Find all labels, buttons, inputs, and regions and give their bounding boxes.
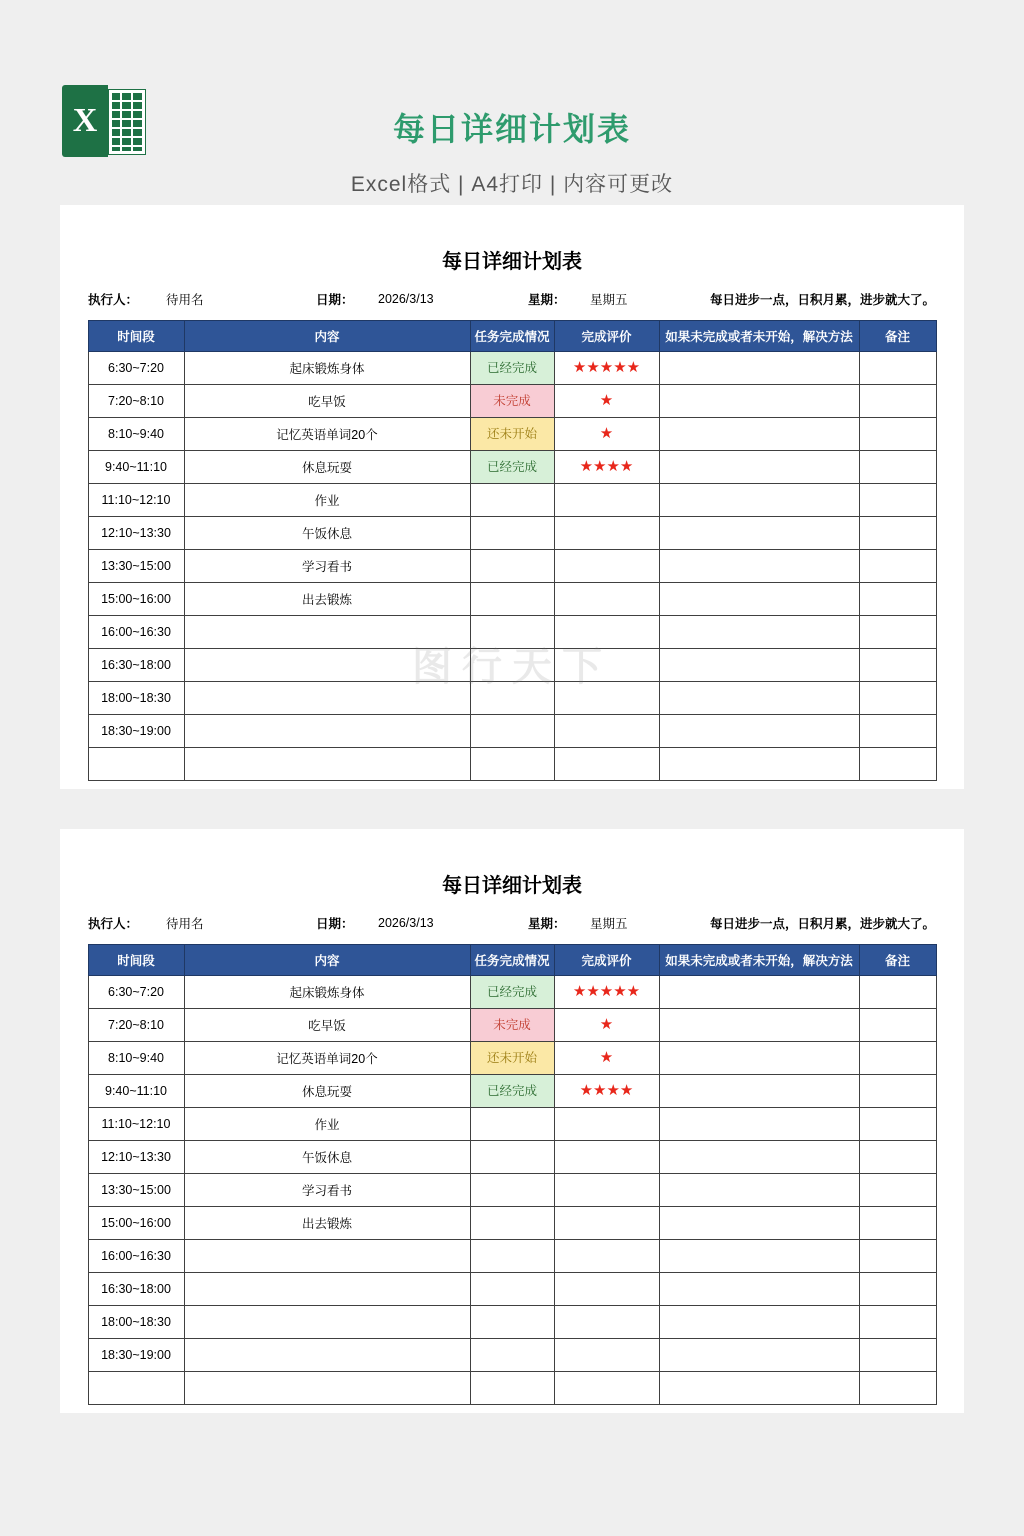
table-row[interactable] [88, 1042, 936, 1075]
table-row[interactable] [88, 649, 936, 682]
cell-rating[interactable] [554, 484, 659, 517]
cell-rating[interactable] [554, 649, 659, 682]
cell-content[interactable]: 起床锻炼身体 [184, 976, 470, 1009]
table-row[interactable] [88, 517, 936, 550]
excel-icon [62, 85, 144, 157]
cell-status[interactable] [470, 748, 554, 781]
cell-rating[interactable] [554, 715, 659, 748]
status-badge: 已经完成 [471, 352, 554, 384]
cell-remark[interactable] [859, 1273, 936, 1306]
cell-rating[interactable] [554, 1042, 659, 1075]
cell-solution[interactable] [659, 484, 859, 517]
table-row[interactable] [88, 418, 936, 451]
cell-solution[interactable] [659, 976, 859, 1009]
star-rating: ★★★★★ [572, 983, 641, 1000]
status-badge: 已经完成 [471, 451, 554, 483]
cell-content[interactable] [184, 616, 470, 649]
cell-status[interactable] [470, 1075, 554, 1108]
cell-rating[interactable] [554, 1174, 659, 1207]
col-header-time: 时间段 [88, 321, 184, 352]
executor-label: 执行人： [88, 917, 139, 931]
cell-remark[interactable] [859, 1075, 936, 1108]
cell-rating[interactable] [554, 748, 659, 781]
cell-remark[interactable] [859, 1372, 936, 1405]
watermark: 图行天下 [412, 645, 612, 689]
table-row[interactable] [88, 1306, 936, 1339]
cell-rating[interactable] [554, 1240, 659, 1273]
cell-rating[interactable] [554, 1141, 659, 1174]
table-row[interactable] [88, 682, 936, 715]
table-row[interactable] [88, 484, 936, 517]
excel-icon-letter: X [62, 85, 108, 157]
status-badge: 还未开始 [471, 1042, 554, 1074]
cell-content[interactable]: 记忆英语单词20个 [184, 1042, 470, 1075]
cell-solution[interactable] [659, 1339, 859, 1372]
cell-time[interactable]: 18:30~19:00 [88, 1339, 184, 1372]
date-value[interactable]: 2026/3/13 [378, 916, 434, 930]
cell-content[interactable]: 记忆英语单词20个 [184, 418, 470, 451]
cell-remark[interactable] [859, 1141, 936, 1174]
sheet-meta-row [60, 914, 964, 944]
cell-rating[interactable] [554, 451, 659, 484]
cell-content[interactable] [184, 715, 470, 748]
col-header-rating: 完成评价 [554, 321, 659, 352]
cell-status[interactable] [470, 385, 554, 418]
cell-status[interactable] [470, 1372, 554, 1405]
page-subtitle: Excel格式 | A4打印 | 内容可更改 [350, 173, 674, 196]
cell-status[interactable] [470, 517, 554, 550]
table-row[interactable] [88, 1174, 936, 1207]
status-badge: 还未开始 [471, 418, 554, 450]
cell-remark[interactable] [859, 517, 936, 550]
cell-content[interactable] [184, 748, 470, 781]
cell-content[interactable]: 出去锻炼 [184, 583, 470, 616]
col-header-solution: 如果未完成或者未开始，解决方法 [659, 945, 859, 976]
executor-value[interactable]: 待用名 [166, 917, 204, 931]
weekday-value[interactable]: 星期五 [590, 293, 628, 307]
cell-time[interactable]: 13:30~15:00 [88, 550, 184, 583]
cell-solution[interactable] [659, 1306, 859, 1339]
cell-solution[interactable] [659, 1141, 859, 1174]
cell-solution[interactable] [659, 583, 859, 616]
cell-solution[interactable] [659, 649, 859, 682]
cell-content[interactable] [184, 649, 470, 682]
cell-content[interactable]: 作业 [184, 1108, 470, 1141]
cell-status[interactable] [470, 1108, 554, 1141]
plan-table [88, 320, 937, 781]
cell-content[interactable] [184, 1372, 470, 1405]
cell-status[interactable] [470, 616, 554, 649]
cell-status[interactable] [470, 1339, 554, 1372]
cell-solution[interactable] [659, 715, 859, 748]
cell-rating[interactable] [554, 1372, 659, 1405]
cell-solution[interactable] [659, 1042, 859, 1075]
cell-solution[interactable] [659, 385, 859, 418]
cell-rating[interactable] [554, 517, 659, 550]
cell-rating[interactable] [554, 1306, 659, 1339]
cell-content[interactable]: 学习看书 [184, 1174, 470, 1207]
table-row[interactable] [88, 616, 936, 649]
weekday-label: 星期： [528, 293, 566, 307]
col-header-solution: 如果未完成或者未开始，解决方法 [659, 321, 859, 352]
motto-text: 每日进步一点，日积月累，进步就大了。 [710, 293, 936, 307]
cell-remark[interactable] [859, 1009, 936, 1042]
cell-time[interactable]: 15:00~16:00 [88, 583, 184, 616]
cell-time[interactable]: 11:10~12:10 [88, 484, 184, 517]
col-header-content: 内容 [184, 945, 470, 976]
cell-remark[interactable] [859, 976, 936, 1009]
cell-remark[interactable] [859, 748, 936, 781]
table-row[interactable] [88, 550, 936, 583]
table-row[interactable] [88, 1009, 936, 1042]
cell-content[interactable]: 休息玩耍 [184, 451, 470, 484]
cell-time[interactable]: 6:30~7:20 [88, 352, 184, 385]
table-row[interactable] [88, 976, 936, 1009]
cell-time[interactable]: 7:20~8:10 [88, 1009, 184, 1042]
cell-status[interactable] [470, 451, 554, 484]
table-row[interactable] [88, 385, 936, 418]
cell-solution[interactable] [659, 1075, 859, 1108]
table-header-row [88, 321, 936, 352]
cell-status[interactable] [470, 976, 554, 1009]
status-badge: 已经完成 [471, 976, 554, 1008]
plan-table-body-2 [88, 976, 936, 1405]
cell-remark[interactable] [859, 583, 936, 616]
cell-time[interactable]: 12:10~13:30 [88, 517, 184, 550]
cell-status[interactable] [470, 649, 554, 682]
table-row[interactable] [88, 715, 936, 748]
cell-remark[interactable] [859, 1339, 936, 1372]
col-header-status: 任务完成情况 [470, 321, 554, 352]
table-header-row [88, 945, 936, 976]
star-rating: ★ [599, 425, 614, 442]
cell-rating[interactable] [554, 682, 659, 715]
cell-solution[interactable] [659, 1108, 859, 1141]
cell-content[interactable]: 午饭休息 [184, 517, 470, 550]
cell-time[interactable]: 18:30~19:00 [88, 715, 184, 748]
cell-status[interactable] [470, 418, 554, 451]
cell-rating[interactable] [554, 976, 659, 1009]
cell-time[interactable]: 6:30~7:20 [88, 976, 184, 1009]
cell-solution[interactable] [659, 682, 859, 715]
cell-solution[interactable] [659, 451, 859, 484]
table-row[interactable] [88, 1240, 936, 1273]
cell-status[interactable] [470, 682, 554, 715]
star-rating: ★ [599, 1016, 614, 1033]
cell-remark[interactable] [859, 1207, 936, 1240]
weekday-value[interactable]: 星期五 [590, 917, 628, 931]
star-rating: ★★★★ [579, 1082, 634, 1099]
star-rating: ★ [599, 1049, 614, 1066]
cell-solution[interactable] [659, 1009, 859, 1042]
cell-solution[interactable] [659, 352, 859, 385]
cell-solution[interactable] [659, 1372, 859, 1405]
cell-remark[interactable] [859, 715, 936, 748]
sheet-preview-top [60, 205, 964, 789]
cell-remark[interactable] [859, 649, 936, 682]
cell-rating[interactable] [554, 1207, 659, 1240]
cell-solution[interactable] [659, 1240, 859, 1273]
status-badge: 未完成 [471, 385, 554, 417]
cell-remark[interactable] [859, 418, 936, 451]
table-row[interactable] [88, 583, 936, 616]
table-row[interactable] [88, 451, 936, 484]
star-rating: ★★★★★ [572, 359, 641, 376]
table-row[interactable] [88, 1141, 936, 1174]
cell-remark[interactable] [859, 616, 936, 649]
col-header-remark: 备注 [859, 945, 936, 976]
cell-remark[interactable] [859, 1174, 936, 1207]
excel-icon-sheet [108, 89, 146, 155]
cell-rating[interactable] [554, 418, 659, 451]
cell-time[interactable]: 12:10~13:30 [88, 1141, 184, 1174]
cell-content[interactable] [184, 1240, 470, 1273]
cell-remark[interactable] [859, 1108, 936, 1141]
cell-rating[interactable] [554, 616, 659, 649]
cell-content[interactable]: 吃早饭 [184, 385, 470, 418]
cell-time[interactable]: 16:30~18:00 [88, 649, 184, 682]
cell-remark[interactable] [859, 484, 936, 517]
cell-time[interactable]: 15:00~16:00 [88, 1207, 184, 1240]
cell-solution[interactable] [659, 748, 859, 781]
cell-status[interactable] [470, 1042, 554, 1075]
sheet-title: 每日详细计划表 [442, 875, 582, 897]
col-header-content: 内容 [184, 321, 470, 352]
cell-time[interactable]: 18:00~18:30 [88, 1306, 184, 1339]
cell-status[interactable] [470, 484, 554, 517]
table-row[interactable] [88, 748, 936, 781]
cell-status[interactable] [470, 715, 554, 748]
cell-status[interactable] [470, 1273, 554, 1306]
weekday-label: 星期： [528, 917, 566, 931]
status-badge: 已经完成 [471, 1075, 554, 1107]
cell-solution[interactable] [659, 550, 859, 583]
cell-content[interactable] [184, 1273, 470, 1306]
cell-content[interactable]: 吃早饭 [184, 1009, 470, 1042]
cell-rating[interactable] [554, 1108, 659, 1141]
cell-rating[interactable] [554, 385, 659, 418]
cell-solution[interactable] [659, 418, 859, 451]
cell-content[interactable] [184, 682, 470, 715]
cell-remark[interactable] [859, 682, 936, 715]
cell-status[interactable] [470, 1240, 554, 1273]
cell-solution[interactable] [659, 1174, 859, 1207]
cell-solution[interactable] [659, 616, 859, 649]
cell-remark[interactable] [859, 1042, 936, 1075]
cell-solution[interactable] [659, 517, 859, 550]
cell-remark[interactable] [859, 451, 936, 484]
cell-time[interactable]: 9:40~11:10 [88, 1075, 184, 1108]
sheet-title: 每日详细计划表 [442, 251, 582, 273]
cell-status[interactable] [470, 550, 554, 583]
executor-value[interactable]: 待用名 [166, 293, 204, 307]
cell-content[interactable]: 休息玩耍 [184, 1075, 470, 1108]
page-title: 每日详细计划表 [392, 111, 631, 147]
executor-label: 执行人： [88, 293, 139, 307]
cell-content[interactable]: 学习看书 [184, 550, 470, 583]
status-badge: 未完成 [471, 1009, 554, 1041]
col-header-status: 任务完成情况 [470, 945, 554, 976]
cell-remark[interactable] [859, 1306, 936, 1339]
cell-status[interactable] [470, 1141, 554, 1174]
page-header [0, 0, 1024, 205]
cell-rating[interactable] [554, 1075, 659, 1108]
table-row[interactable] [88, 1273, 936, 1306]
cell-time[interactable]: 8:10~9:40 [88, 1042, 184, 1075]
cell-content[interactable]: 出去锻炼 [184, 1207, 470, 1240]
cell-content[interactable]: 午饭休息 [184, 1141, 470, 1174]
cell-content[interactable]: 作业 [184, 484, 470, 517]
cell-status[interactable] [470, 1009, 554, 1042]
cell-rating[interactable] [554, 1009, 659, 1042]
cell-rating[interactable] [554, 550, 659, 583]
motto-text: 每日进步一点，日积月累，进步就大了。 [710, 917, 936, 931]
table-row[interactable] [88, 1339, 936, 1372]
date-label: 日期： [316, 917, 354, 931]
star-rating: ★ [599, 392, 614, 409]
cell-time[interactable]: 8:10~9:40 [88, 418, 184, 451]
cell-solution[interactable] [659, 1207, 859, 1240]
cell-content[interactable] [184, 1306, 470, 1339]
table-row[interactable] [88, 1207, 936, 1240]
star-rating: ★★★★ [579, 458, 634, 475]
col-header-remark: 备注 [859, 321, 936, 352]
cell-status[interactable] [470, 1306, 554, 1339]
col-header-rating: 完成评价 [554, 945, 659, 976]
cell-remark[interactable] [859, 1240, 936, 1273]
cell-content[interactable] [184, 1339, 470, 1372]
cell-time[interactable]: 7:20~8:10 [88, 385, 184, 418]
cell-remark[interactable] [859, 385, 936, 418]
plan-table [88, 944, 937, 1405]
date-label: 日期： [316, 293, 354, 307]
cell-content[interactable]: 起床锻炼身体 [184, 352, 470, 385]
cell-status[interactable] [470, 1174, 554, 1207]
cell-time[interactable]: 18:00~18:30 [88, 682, 184, 715]
cell-time[interactable]: 13:30~15:00 [88, 1174, 184, 1207]
sheet-meta-row [60, 290, 964, 320]
cell-time[interactable] [88, 1372, 184, 1405]
table-row[interactable] [88, 352, 936, 385]
cell-rating[interactable] [554, 583, 659, 616]
cell-time[interactable]: 9:40~11:10 [88, 451, 184, 484]
cell-rating[interactable] [554, 1339, 659, 1372]
cell-rating[interactable] [554, 352, 659, 385]
cell-time[interactable]: 16:00~16:30 [88, 616, 184, 649]
cell-time[interactable]: 16:00~16:30 [88, 1240, 184, 1273]
cell-status[interactable] [470, 583, 554, 616]
cell-status[interactable] [470, 352, 554, 385]
table-row[interactable] [88, 1108, 936, 1141]
table-row[interactable] [88, 1372, 936, 1405]
cell-remark[interactable] [859, 352, 936, 385]
col-header-time: 时间段 [88, 945, 184, 976]
cell-solution[interactable] [659, 1273, 859, 1306]
cell-time[interactable]: 16:30~18:00 [88, 1273, 184, 1306]
date-value[interactable]: 2026/3/13 [378, 292, 434, 306]
plan-table-body-1 [88, 352, 936, 781]
cell-time[interactable]: 11:10~12:10 [88, 1108, 184, 1141]
cell-remark[interactable] [859, 550, 936, 583]
sheet-preview-bottom [60, 829, 964, 1413]
table-row[interactable] [88, 1075, 936, 1108]
cell-status[interactable] [470, 1207, 554, 1240]
cell-time[interactable] [88, 748, 184, 781]
cell-rating[interactable] [554, 1273, 659, 1306]
